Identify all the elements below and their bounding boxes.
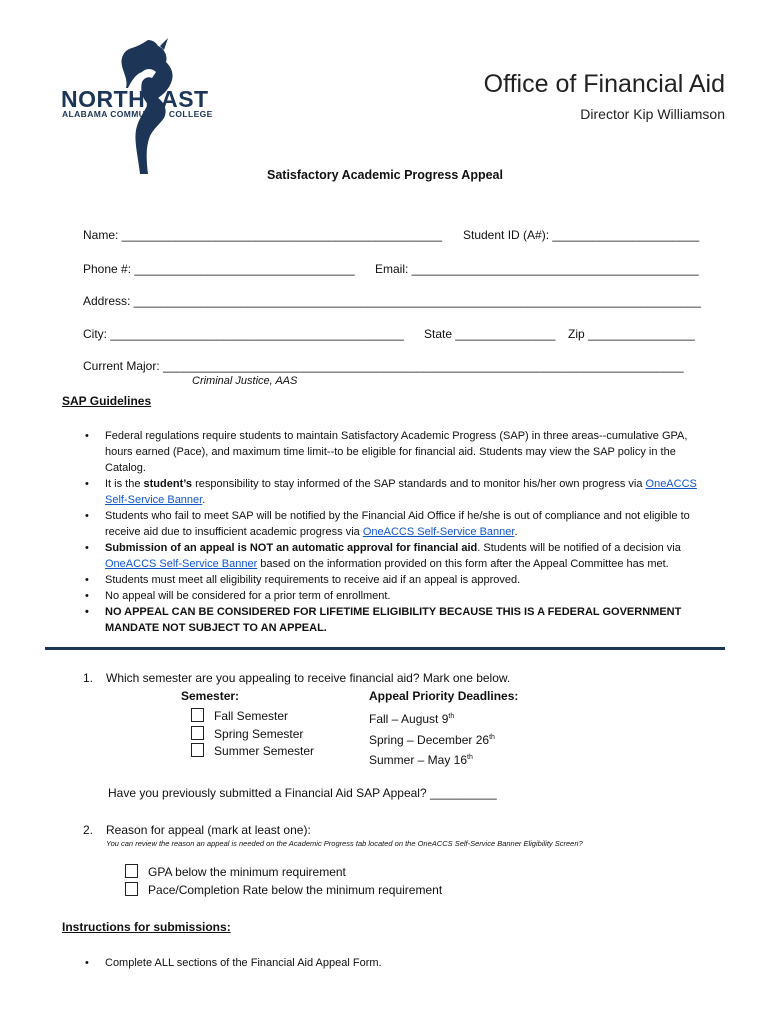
guideline-text: . xyxy=(202,494,206,506)
oneaccs-banner-link[interactable]: OneACCS Self-Service Banner xyxy=(362,526,515,538)
oneaccs-banner-link[interactable]: OneACCS Self-Service Banner xyxy=(105,478,697,506)
reason-options xyxy=(125,864,442,899)
office-title: Office of Financial Aid xyxy=(483,70,725,98)
guideline-text: Federal regulations require students to maintain Satisfactory Academic Progress (SAP) in three areas--cumulative GPA, hours earned (Pace), and maximum time limit--to be eligible for financial aid. Students may view the SAP policy in the Catalog. xyxy=(105,430,688,474)
fall-checkbox[interactable] xyxy=(191,708,204,722)
sap-guidelines-heading: SAP Guidelines xyxy=(62,394,152,408)
semester-option-fall[interactable]: Fall Semester xyxy=(191,708,314,726)
deadline-spring: Spring – December 26th xyxy=(369,732,495,747)
instructions-heading: Instructions for submissions: xyxy=(62,920,231,934)
bullet-icon: • xyxy=(85,590,89,602)
spring-checkbox[interactable] xyxy=(191,726,204,740)
pace-checkbox[interactable] xyxy=(125,882,138,896)
address-field[interactable]: Address: _____________________________________________________________________________________ xyxy=(83,294,701,308)
guideline-emphasis: NO APPEAL CAN BE CONSIDERED FOR LIFETIME ELIGIBILITY BECAUSE THIS IS A FEDERAL GOVERNMENT MANDATE NOT SUBJECT TO AN APPEAL. xyxy=(105,606,682,634)
phone-field[interactable]: Phone #: _________________________________ xyxy=(83,262,355,276)
bullet-icon: • xyxy=(85,957,89,969)
guideline-text: responsibility to stay informed of the SAP standards and to monitor his/her own progress via xyxy=(192,478,646,490)
previous-appeal-field[interactable]: Have you previously submitted a Financial Aid SAP Appeal? __________ xyxy=(108,786,497,800)
section-divider xyxy=(45,647,725,650)
q2-text: Reason for appeal (mark at least one): xyxy=(106,823,311,837)
instructions-list xyxy=(85,955,705,971)
guideline-text: . xyxy=(514,526,518,538)
bullet-icon: • xyxy=(85,430,89,442)
guideline-text: based on the information provided on this form after the Appeal Committee has met. xyxy=(257,558,669,570)
sap-guideline-item xyxy=(85,540,713,572)
sap-guideline-item xyxy=(85,508,713,540)
director-name: Director Kip Williamson xyxy=(580,106,725,122)
q1-text: Which semester are you appealing to receive financial aid? Mark one below. xyxy=(106,671,511,685)
gpa-checkbox[interactable] xyxy=(125,864,138,878)
q2-number: 2. xyxy=(83,823,94,837)
guideline-text: . Students will be notified of a decision via xyxy=(477,542,681,554)
reason-option-gpa[interactable]: GPA below the minimum requirement xyxy=(125,864,442,882)
semester-column-head: Semester: xyxy=(181,689,240,703)
semester-options xyxy=(191,708,314,761)
instruction-item: • Complete ALL sections of the Financial Aid Appeal Form. xyxy=(85,957,382,969)
summer-checkbox[interactable] xyxy=(191,743,204,757)
student-id-field[interactable]: Student ID (A#): ______________________ xyxy=(463,228,700,242)
bullet-icon: • xyxy=(85,574,89,586)
sap-guideline-item xyxy=(85,428,713,476)
form-title: Satisfactory Academic Progress Appeal xyxy=(267,168,503,182)
logo-wordmark: NORTHEAST xyxy=(61,86,209,112)
guideline-text: It is the xyxy=(105,478,144,490)
q1-number: 1. xyxy=(83,671,94,685)
major-field[interactable]: Current Major: ______________________________________________________________________________ xyxy=(83,359,684,373)
sap-guideline-item xyxy=(85,572,713,588)
bullet-icon: • xyxy=(85,478,89,490)
guideline-text: Students who fail to meet SAP will be notified by the Financial Aid Office if he/she is out of compliance and not eligible to receive aid due to insufficient academic progress via xyxy=(105,510,690,538)
reason-option-pace[interactable]: Pace/Completion Rate below the minimum requirement xyxy=(125,882,442,900)
sap-guideline-item xyxy=(85,588,713,604)
deadline-list xyxy=(369,708,495,770)
city-field[interactable]: City: ____________________________________________ xyxy=(83,327,404,341)
sap-guidelines-list xyxy=(85,428,713,636)
guideline-text: Students must meet all eligibility requirements to receive aid if an appeal is approved. xyxy=(105,574,521,586)
email-field[interactable]: Email: ___________________________________________ xyxy=(375,262,699,276)
semester-option-spring[interactable]: Spring Semester xyxy=(191,726,314,744)
bullet-icon: • xyxy=(85,542,89,554)
guideline-emphasis: student’s xyxy=(143,478,193,490)
bullet-icon: • xyxy=(85,606,89,618)
name-field[interactable]: Name: ________________________________________________ xyxy=(83,228,443,242)
state-field[interactable]: State _______________ xyxy=(424,327,556,341)
zip-field[interactable]: Zip ________________ xyxy=(568,327,695,341)
logo-subtitle: ALABAMA COMMUNITY COLLEGE xyxy=(62,109,213,119)
bullet-icon: • xyxy=(85,510,89,522)
oneaccs-banner-link[interactable]: OneACCS Self-Service Banner xyxy=(105,558,258,570)
deadline-fall: Fall – August 9th xyxy=(369,712,455,726)
guideline-text: No appeal will be considered for a prior term of enrollment. xyxy=(105,590,391,602)
major-entry: Criminal Justice, AAS xyxy=(192,375,298,387)
deadline-column-head: Appeal Priority Deadlines: xyxy=(369,689,519,703)
sap-guideline-item xyxy=(85,604,713,636)
semester-option-summer[interactable]: Summer Semester xyxy=(191,743,314,761)
q2-note: You can review the reason an appeal is needed on the Academic Progress tab located on the OneACCS Self-Service Banner Eligibility Screen? xyxy=(106,839,583,848)
sap-guideline-item xyxy=(85,476,713,508)
guideline-emphasis: Submission of an appeal is NOT an automatic approval for financial aid xyxy=(105,542,478,554)
deadline-summer: Summer – May 16th xyxy=(369,753,473,767)
